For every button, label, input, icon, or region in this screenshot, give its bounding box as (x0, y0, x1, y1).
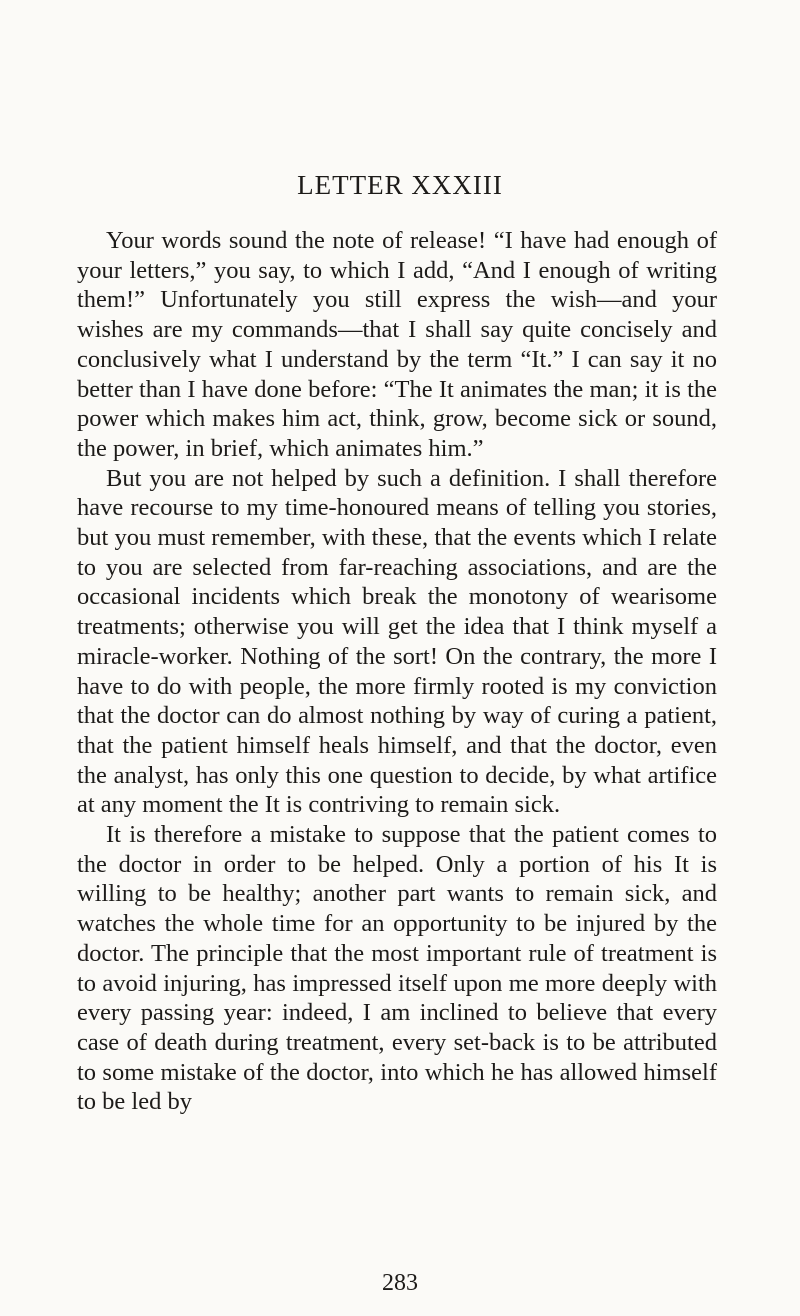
body-text (77, 226, 717, 1117)
paragraph-1: Your words sound the note of release! “I have had enough of your letters,” you say, to which I add, “And I enough of writing them!” Unfortunately you still express the wish—and your wishes are my commands—that I shall say quite concisely and conclusively what I understand by the term “It.” I can say it no better than I have done before: “The It animates the man; it is the power which makes him act, think, grow, become sick or sound, the power, in brief, which animates him.” (77, 227, 717, 462)
paragraph-3: It is therefore a mistake to suppose that the patient comes to the doctor in order to be helped. Only a portion of his It is willing to be healthy; another part wants to remain sick, and watches the whole time for an opportunity to be injured by the doctor. The principle that the most important rule of treatment is to avoid injuring, has impressed itself upon me more deeply with every passing year: indeed, I am inclined to believe that every case of death during treatment, every set-back is to be attributed to some mistake of the doctor, into which he has allowed himself to be led by (77, 821, 717, 1116)
page-number: 283 (382, 1270, 418, 1296)
chapter-heading: LETTER XXXIII (297, 170, 503, 200)
paragraph-2: But you are not helped by such a definition. I shall therefore have recourse to my time-honoured means of telling you stories, but you must remember, with these, that the events which I relate to you are selected from far-reaching associations, and are the occasional incidents which break the monotony of wearisome treatments; otherwise you will get the idea that I think myself a miracle-worker. Nothing of the sort! On the contrary, the more I have to do with people, the more firmly rooted is my conviction that the doctor can do almost nothing by way of curing a patient, that the patient himself heals himself, and that the doctor, even the analyst, has only this one question to decide, by what artifice at any moment the It is contriving to remain sick. (77, 464, 717, 819)
